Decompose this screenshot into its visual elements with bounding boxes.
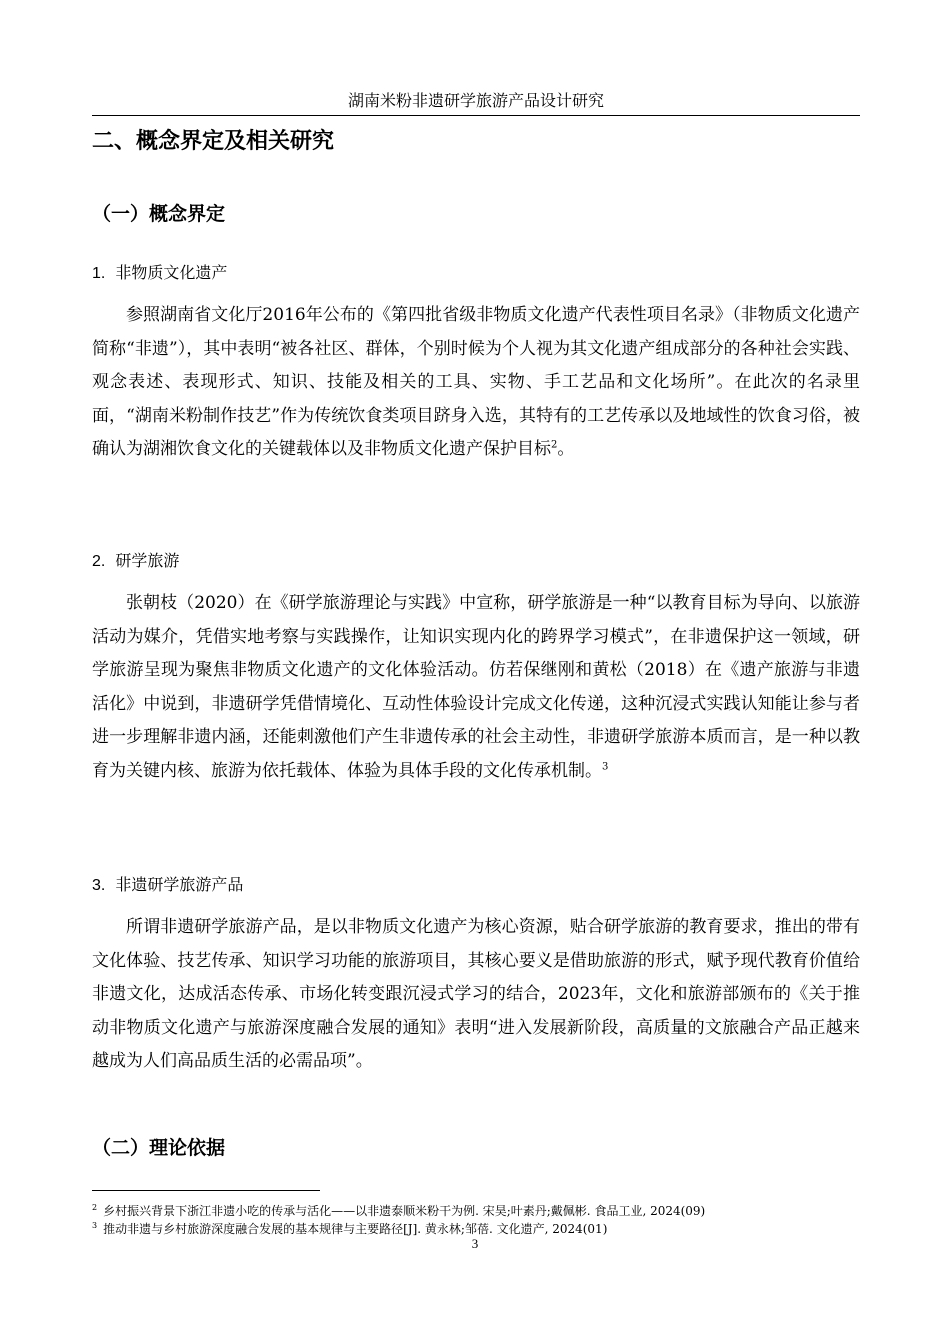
- item-number: 2.: [92, 553, 106, 570]
- section-heading: 二、概念界定及相关研究: [92, 129, 335, 154]
- paragraph-intangible-heritage: [92, 299, 860, 467]
- footnote-text: 推动非遗与乡村旅游深度融合发展的基本规律与主要路径[J]. 黄永林;邹蓓. 文化遗产, 2024(01): [103, 1222, 608, 1236]
- item-heading-intangible-heritage: [92, 261, 227, 286]
- header-rule: [92, 115, 860, 116]
- item-number: 1.: [92, 265, 106, 282]
- subsection-heading-concepts: （一）概念界定: [92, 203, 226, 225]
- item-heading-study-tourism: [92, 549, 179, 574]
- paragraph-text: 参照湖南省文化厅2016年公布的《第四批省级非物质文化遗产代表性项目名录》（非物质文化遗产简称“非遗”），其中表明“被各社区、群体，个别时候为个人视为其文化遗产组成部分的各种社会实践、观念表述、表现形式、知识、技能及相关的工具、实物、手工艺品和文化场所”。在此次的名录里面，“湖南米粉制作技艺”作为传统饮食类项目跻身入选，其特有的工艺传承以及地域性的饮食习俗，被确认为湖湘饮食文化的关键载体以及非物质文化遗产保护目标: [92, 305, 860, 459]
- item-title: 研学旅游: [115, 551, 180, 570]
- footnote-2: [92, 1200, 892, 1219]
- paragraph-study-tourism: [92, 587, 860, 788]
- footnote-text: 乡村振兴背景下浙江非遗小吃的传承与活化——以非遗泰顺米粉干为例. 宋昊;叶素丹;戴佩彬. 食品工业, 2024(09): [103, 1204, 706, 1218]
- footnote-3: [92, 1218, 892, 1237]
- footnote-rule: [92, 1190, 320, 1191]
- footnote-ref[interactable]: 2: [551, 439, 558, 451]
- footnote-number: 3: [92, 1221, 98, 1230]
- paragraph-heritage-products: [92, 911, 860, 1079]
- paragraph-text: 张朝枝（2020）在《研学旅游理论与实践》中宣称，研学旅游是一种“以教育目标为导向、以旅游活动为媒介，凭借实地考察与实践操作，让知识实现内化的跨界学习模式”，在非遗保护这一领域，研学旅游呈现为聚焦非物质文化遗产的文化体验活动。仿若保继刚和黄松（2018）在《遗产旅游与非遗活化》中说到，非遗研学凭借情境化、互动性体验设计完成文化传递，这种沉浸式实践认知能让参与者进一步理解非遗内涵，还能刺激他们产生非遗传承的社会主动性，非遗研学旅游本质而言，是一种以教育为关键内核、旅游为依托载体、体验为具体手段的文化传承机制。: [92, 593, 860, 781]
- page-number: 3: [471, 1236, 479, 1251]
- running-header: 湖南米粉非遗研学旅游产品设计研究: [347, 91, 604, 110]
- paragraph-text: 所谓非遗研学旅游产品，是以非物质文化遗产为核心资源，贴合研学旅游的教育要求，推出的带有文化体验、技艺传承、知识学习功能的旅游项目，其核心要义是借助旅游的形式，赋予现代教育价值给非遗文化，达成活态传承、市场化转变跟沉浸式学习的结合，2023年，文化和旅游部颁布的《关于推动非物质文化遗产与旅游深度融合发展的通知》表明“进入发展新阶段，高质量的文旅融合产品正越来越成为人们高品质生活的必需品项”。: [92, 917, 860, 1071]
- item-title: 非物质文化遗产: [115, 263, 228, 282]
- footnote-ref[interactable]: 3: [602, 760, 609, 772]
- item-number: 3.: [92, 877, 106, 894]
- item-title: 非遗研学旅游产品: [115, 875, 244, 894]
- footnote-number: 2: [92, 1203, 98, 1212]
- paragraph-end: 。: [557, 439, 575, 459]
- item-heading-heritage-products: [92, 873, 243, 898]
- subsection-heading-theory: （二）理论依据: [92, 1137, 226, 1159]
